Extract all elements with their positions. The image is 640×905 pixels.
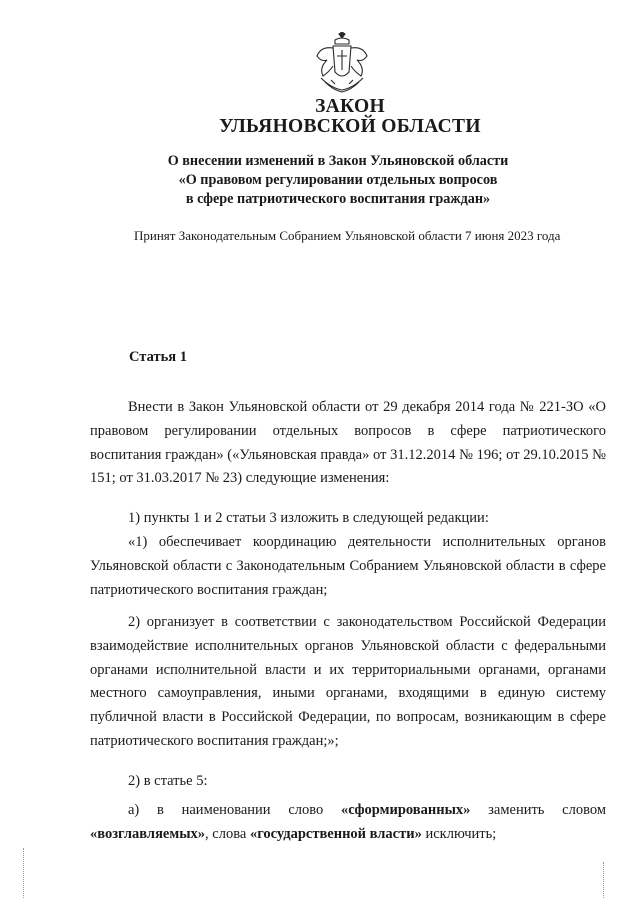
scan-margin-mark bbox=[603, 862, 606, 898]
subtitle-line: в сфере патриотического воспитания граждан» bbox=[185, 191, 491, 207]
adoption-note: Принят Законодательным Собранием Ульяновской области 7 июня 2023 года bbox=[134, 228, 561, 243]
item-2a-mid-2: , слова bbox=[205, 825, 250, 842]
scan-margin-mark bbox=[23, 848, 26, 898]
law-subtitle bbox=[18, 152, 640, 209]
item-2a-paragraph bbox=[90, 799, 606, 847]
item-1-point-2-paragraph bbox=[90, 611, 606, 754]
item-2-paragraph bbox=[90, 770, 606, 794]
item-2a-end: исключить; bbox=[421, 825, 497, 842]
item-2a-word-1: «сформированных» bbox=[341, 802, 471, 818]
coat-of-arms-emblem bbox=[313, 32, 371, 94]
item-1-point-2-text: 2) организует в соответствии с законодательством Российской Федерации взаимодействие исполнительных органов Ульяновской области с федеральными органами исполнительной власти и их территориальными органами, органами местного самоуправления, иными органами, входящими в единую систему публичной власти в Российской Федерации, по вопросам, возникающим в сфере патриотического воспитания граждан;»; bbox=[90, 614, 606, 749]
item-2a-word-2: «возглавляемых» bbox=[90, 825, 206, 842]
article-intro-text: Внести в Закон Ульяновской области от 29 декабря 2014 года № 221-ЗО «О правовом регулировании отдельных вопросов в сфере патриотического воспитания граждан» («Ульяновская правда» от 31.12.2014 № 196; от 29.10.2015 № 151; от 31.03.2017 № 23) следующие изменения: bbox=[90, 399, 606, 487]
subtitle-line: «О правовом регулировании отдельных вопросов bbox=[178, 172, 498, 188]
law-title-line2: УЛЬЯНОВСКОЙ ОБЛАСТИ bbox=[219, 116, 481, 137]
item-1-text: 1) пункты 1 и 2 статьи 3 изложить в следующей редакции: bbox=[128, 510, 489, 526]
item-1-paragraph bbox=[90, 507, 606, 531]
item-1-point-1-text: «1) обеспечивает координацию деятельности исполнительных органов Ульяновской области с Законодательным Собранием Ульяновской области в сфере патриотического воспитания граждан; bbox=[90, 534, 606, 598]
item-2a-word-3: «государственной власти» bbox=[249, 825, 422, 842]
item-2a-start: а) в наименовании слово bbox=[128, 802, 341, 818]
article-title: Статья 1 bbox=[129, 349, 187, 365]
subtitle-line: О внесении изменений в Закон Ульяновской области bbox=[167, 153, 509, 169]
item-1-point-1-paragraph bbox=[90, 531, 606, 602]
item-2a-mid-1: заменить словом bbox=[470, 802, 606, 818]
law-title-line1: ЗАКОН bbox=[315, 96, 385, 117]
article-intro-paragraph bbox=[90, 396, 606, 491]
item-2-text: 2) в статье 5: bbox=[128, 773, 208, 789]
